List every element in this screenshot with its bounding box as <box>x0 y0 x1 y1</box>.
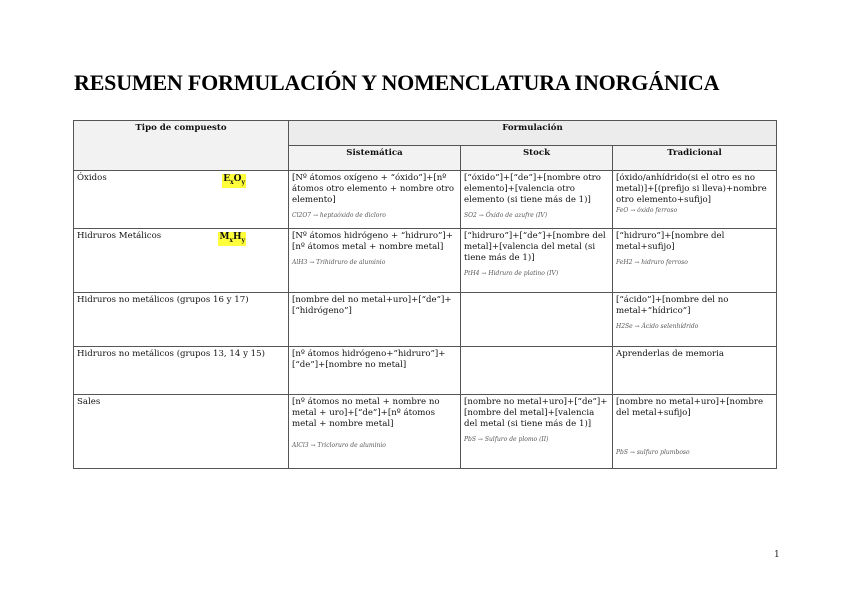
compound-type-cell <box>74 293 289 347</box>
rule-text: [óxido/anhídrido(si el otro es no metal)]+[(prefijo si lleva)+nombre otro elemento+sufijo] <box>616 173 767 205</box>
stock-cell <box>461 171 613 229</box>
compound-type-label: Sales <box>77 397 101 407</box>
stock-cell <box>461 229 613 293</box>
sistematica-cell <box>289 395 461 469</box>
example-text: PbS → sulfuro plumboso <box>616 449 690 456</box>
compound-type-cell <box>74 171 289 229</box>
header-stock: Stock <box>461 146 613 171</box>
formula-highlight: $M_xH_y$ <box>219 232 245 244</box>
page-number: 1 <box>774 550 780 560</box>
rule-text: Aprenderlas de memoria <box>616 349 725 359</box>
rule-text: [nombre no metal+uro]+[nombre del metal+sufijo] <box>616 397 764 418</box>
tradicional-cell <box>613 347 777 395</box>
table-row <box>74 347 777 395</box>
sistematica-cell <box>289 293 461 347</box>
rule-text: [nº átomos hidrógeno+”hidruro”]+[“de”]+[nombre no metal] <box>292 349 446 370</box>
header-tradicional: Tradicional <box>613 146 777 171</box>
compound-type-cell <box>74 395 289 469</box>
compound-type-label: Hidruros no metálicos (grupos 13, 14 y 15) <box>77 349 265 359</box>
tradicional-cell <box>613 229 777 293</box>
formula-highlight: $E_xO_y$ <box>223 174 245 186</box>
example-text: FeH2 → hidruro ferroso <box>616 259 688 266</box>
compound-type-cell <box>74 229 289 293</box>
table-row <box>74 229 777 293</box>
compound-type-label: Hidruros no metálicos (grupos 16 y 17) <box>77 295 249 305</box>
rule-text: [nombre del no metal+uro]+[“de”]+[“hidrógeno”] <box>292 295 452 316</box>
table-row <box>74 293 777 347</box>
stock-cell <box>461 293 613 347</box>
example-text: AlCl3 → Tricloruro de aluminio <box>292 442 386 449</box>
example-text: FeO → óxido ferroso <box>616 207 678 214</box>
formulation-table <box>73 120 777 469</box>
tradicional-cell <box>613 171 777 229</box>
tradicional-cell <box>613 395 777 469</box>
rule-text: [nombre no metal+uro]+[“de”]+[nombre del metal]+[valencia del metal (si tiene más de 1)] <box>464 397 608 429</box>
compound-type-label: Óxidos <box>77 173 107 183</box>
sistematica-cell <box>289 171 461 229</box>
sistematica-cell <box>289 229 461 293</box>
example-text: Cl2O7 → heptaóxido de dicloro <box>292 212 386 219</box>
rule-text: [nº átomos no metal + nombre no metal + uro]+[“de”]+[nº átomos metal + nombre metal] <box>292 397 440 429</box>
page-title: RESUMEN FORMULACIÓN Y NOMENCLATURA INORGÁNICA <box>74 70 720 95</box>
example-text: PbS → Sulfuro de plomo (II) <box>464 436 549 443</box>
stock-cell <box>461 347 613 395</box>
rule-text: [Nº átomos oxígeno + “óxido”]+[nº átomos otro elemento + nombre otro elemento] <box>292 173 455 205</box>
rule-text: [“ácido”]+[nombre del no metal+”hídrico”] <box>616 295 729 316</box>
rule-text: [“óxido”]+[“de”]+[nombre otro elemento]+[valencia otro elemento (si tiene más de 1)] <box>464 173 601 205</box>
rule-text: [“hidruro”]+[“de”]+[nombre del metal]+[valencia del metal (si tiene más de 1)] <box>464 231 606 263</box>
sistematica-cell <box>289 347 461 395</box>
header-formulacion: Formulación <box>289 121 777 146</box>
compound-type-label: Hidruros Metálicos <box>77 231 162 241</box>
example-text: SO2 → Óxido de azufre (IV) <box>464 212 548 219</box>
compound-type-cell <box>74 347 289 395</box>
rule-text: [“hidruro”]+[nombre del metal+sufijo] <box>616 231 725 252</box>
table-row <box>74 395 777 469</box>
rule-text: [Nº átomos hidrógeno + “hidruro”]+[nº átomos metal + nombre metal] <box>292 231 453 252</box>
header-sistematica: Sistemática <box>289 146 461 171</box>
example-text: H2Se → Ácido selenhídrido <box>616 323 699 330</box>
stock-cell <box>461 395 613 469</box>
tradicional-cell <box>613 293 777 347</box>
table-row <box>74 171 777 229</box>
header-compound-type: Tipo de compuesto <box>74 121 289 171</box>
example-text: PtH4 → Hidruro de platino (IV) <box>464 270 559 277</box>
example-text: AlH3 → Trihidruro de aluminio <box>292 259 386 266</box>
